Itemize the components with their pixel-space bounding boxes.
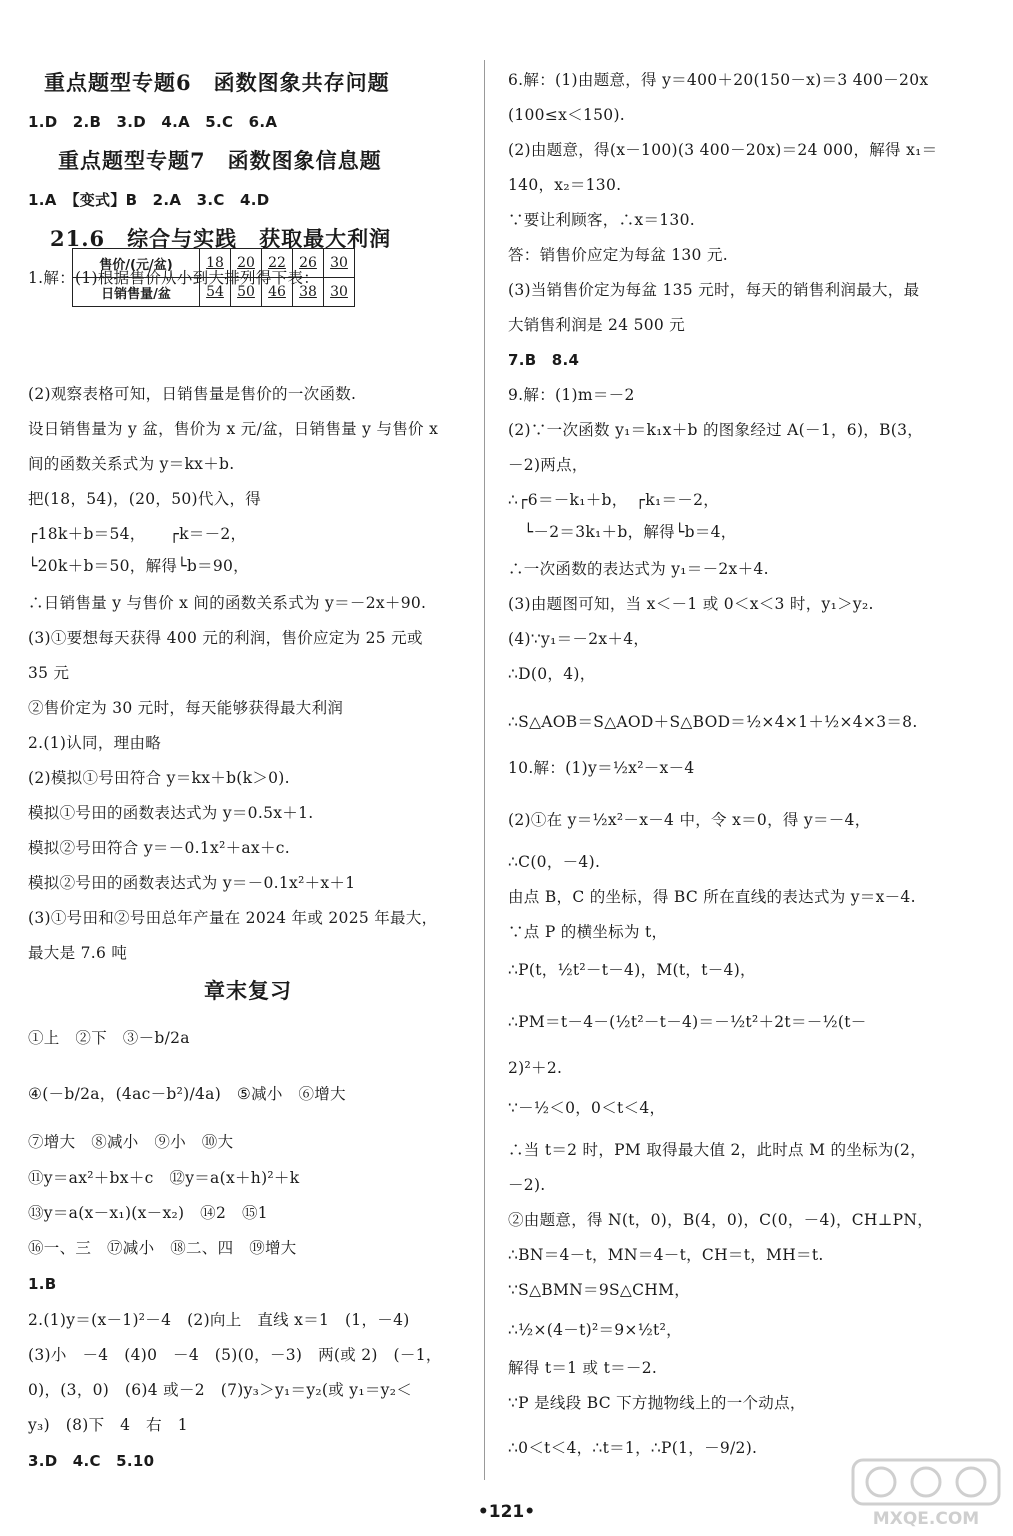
table-cell: 18: [200, 249, 231, 278]
text-line: ∴当 t＝2 时，PM 取得最大值 2，此时点 M 的坐标为(2，: [508, 1141, 926, 1159]
review-line: 3.D 4.C 5.10: [28, 1452, 155, 1470]
text-line: ∴C(0，－4).: [508, 853, 601, 871]
text-line: 由点 B，C 的坐标，得 BC 所在直线的表达式为 y＝x－4.: [508, 888, 916, 906]
text-line: 9.解：(1)m＝－2: [508, 386, 635, 404]
equation-system: └20k＋b＝50，解得└b＝90，: [28, 557, 249, 575]
text-line: 设日销售量为 y 盆，售价为 x 元/盆，日销售量 y 与售价 x: [28, 420, 439, 438]
price-sales-table: [72, 248, 355, 307]
text-line: 模拟①号田的函数表达式为 y＝0.5x＋1.: [28, 804, 314, 822]
text-line: (100≤x＜150).: [508, 106, 626, 124]
text-line: 模拟②号田符合 y＝－0.1x²＋ax＋c.: [28, 839, 290, 857]
text-line: ∵要让利顾客，∴x＝130.: [508, 211, 695, 229]
text-line: ∴D(0，4)，: [508, 665, 596, 683]
review-line: ⑪y＝ax²＋bx＋c ⑫y＝a(x＋h)²＋k: [28, 1169, 300, 1187]
text-line: 2.(1)认同，理由略: [28, 734, 162, 752]
text-line: (2)由题意，得(x－100)(3 400－20x)＝24 000，解得 x₁＝: [508, 141, 938, 159]
text-line: 把(18，54)，(20，50)代入，得: [28, 490, 262, 508]
text-line: ∵－½＜0，0＜t＜4，: [508, 1099, 666, 1117]
text-line: ∴日销售量 y 与售价 x 间的函数关系式为 y＝－2x＋90.: [28, 594, 427, 612]
table-cell: 46: [262, 278, 293, 307]
answers-topic-6: 1.D 2.B 3.D 4.A 5.C 6.A: [28, 113, 278, 131]
table-cell: 54: [200, 278, 231, 307]
text-line: 模拟②号田的函数表达式为 y＝－0.1x²＋x＋1: [28, 874, 356, 892]
text-line: (4)∵y₁＝－2x＋4，: [508, 630, 650, 648]
review-line: (3)小 －4 (4)0 －4 (5)(0，－3) 两(或 2) (－1，: [28, 1346, 442, 1364]
text-line: ∵S△BMN＝9S△CHM，: [508, 1281, 691, 1299]
table-cell: 38: [293, 278, 324, 307]
text-line: 140，x₂＝130.: [508, 176, 622, 194]
review-line: 0)，(3，0) (6)4 或－2 (7)y₃＞y₁＝y₂(或 y₁＝y₂＜: [28, 1381, 413, 1399]
table-row: [73, 249, 355, 278]
text-line: 解得 t＝1 或 t＝－2.: [508, 1359, 658, 1377]
table-cell: 30: [324, 278, 355, 307]
table-cell: 26: [293, 249, 324, 278]
text-line: ∵P 是线段 BC 下方抛物线上的一个动点，: [508, 1394, 806, 1412]
answers-topic-7: 1.A 【变式】B 2.A 3.C 4.D: [28, 191, 270, 209]
text-line: (2)观察表格可知，日销售量是售价的一次函数.: [28, 385, 357, 403]
heading-chapter-review: 章末复习: [204, 978, 292, 1003]
text-line: 答：销售价应定为每盆 130 元.: [508, 246, 728, 264]
review-line: 1.B: [28, 1275, 57, 1293]
text-line: ②售价定为 30 元时，每天能够获得最大利润: [28, 699, 344, 717]
heading-section-21-6: 21.6 综合与实践 获取最大利润: [50, 226, 392, 251]
text-line: 间的函数关系式为 y＝kx＋b.: [28, 455, 235, 473]
text-line: ∴0＜t＜4，∴t＝1，∴P(1，－9/2).: [508, 1439, 758, 1457]
review-line: ④(－b/2a，(4ac－b²)/4a) ⑤减小 ⑥增大: [28, 1085, 346, 1103]
text-line: (3)①号田和②号田总年产量在 2024 年或 2025 年最大，: [28, 909, 438, 927]
text-line: 最大是 7.6 吨: [28, 944, 128, 962]
text-line: 10.解：(1)y＝½x²－x－4: [508, 759, 695, 777]
text-line: ∵点 P 的横坐标为 t，: [508, 923, 668, 941]
text-line: ∴PM＝t－4－(½t²－t－4)＝－½t²＋2t＝－½(t－: [508, 1013, 867, 1031]
text-line: 6.解：(1)由题意，得 y＝400＋20(150－x)＝3 400－20x: [508, 71, 929, 89]
table-row: [73, 278, 355, 307]
text-line: －2).: [508, 1176, 546, 1194]
heading-topic-6: 重点题型专题6 函数图象共存问题: [44, 70, 390, 95]
text-line: 2)²＋2.: [508, 1059, 563, 1077]
table-cell: 30: [324, 249, 355, 278]
text-line: ∴S△AOB＝S△AOD＋S△BOD＝½×4×1＋½×4×3＝8.: [508, 713, 918, 731]
review-line: 2.(1)y＝(x－1)²－4 (2)向上 直线 x＝1 (1，－4): [28, 1311, 410, 1329]
text-line: (3)①要想每天获得 400 元的利润，售价应定为 25 元或: [28, 629, 423, 647]
equation-system: └－2＝3k₁＋b，解得└b＝4，: [508, 523, 737, 541]
table-cell: 22: [262, 249, 293, 278]
column-divider: [484, 60, 485, 1480]
table-cell: 20: [231, 249, 262, 278]
text-line: ∴一次函数的表达式为 y₁＝－2x＋4.: [508, 560, 769, 578]
review-line: ⑦增大 ⑧减小 ⑨小 ⑩大: [28, 1133, 234, 1151]
text-line: (2)模拟①号田符合 y＝kx＋b(k＞0).: [28, 769, 290, 787]
equation-system: ∴┌6＝－k₁＋b， ┌k₁＝－2，: [508, 491, 720, 509]
text-line: (3)当销售价定为每盆 135 元时，每天的销售利润最大，最: [508, 281, 920, 299]
watermark-text: MXQE.COM: [872, 1509, 980, 1528]
table-cell: 50: [231, 278, 262, 307]
answers-7-8: 7.B 8.4: [508, 351, 580, 369]
review-line: ①上 ②下 ③－b/2a: [28, 1029, 190, 1047]
text-line: 大销售利润是 24 500 元: [508, 316, 686, 334]
text-line: (2)①在 y＝½x²－x－4 中，令 x＝0，得 y＝－4，: [508, 811, 871, 829]
text-line: ∴P(t，½t²－t－4)，M(t，t－4)，: [508, 961, 756, 979]
table-row-label: 日销售量/盆: [73, 278, 200, 307]
text-line: ∴BN＝4－t，MN＝4－t，CH＝t，MH＝t.: [508, 1246, 824, 1264]
equation-system: ┌18k＋b＝54， ┌k＝－2，: [28, 525, 247, 543]
text-line: ②由题意，得 N(t，0)，B(4，0)，C(0，－4)，CH⊥PN，: [508, 1211, 934, 1229]
text-line: －2)两点，: [508, 456, 588, 474]
text-line: (3)由题图可知，当 x＜－1 或 0＜x＜3 时，y₁＞y₂.: [508, 595, 874, 613]
review-line: ⑯一、三 ⑰减小 ⑱二、四 ⑲增大: [28, 1239, 297, 1257]
page-number: •121•: [477, 1502, 536, 1522]
text-line: ∴½×(4－t)²＝9×½t²，: [508, 1321, 682, 1339]
review-line: y₃) (8)下 4 右 1: [28, 1416, 188, 1434]
q1-intro: 1.解：(1)根据售价从小到大排列得下表：: [28, 269, 320, 287]
table-row-label: 售价/(元/盆): [73, 249, 200, 278]
text-line: 35 元: [28, 664, 70, 682]
watermark-logo: [851, 1458, 1001, 1528]
heading-topic-7: 重点题型专题7 函数图象信息题: [58, 148, 382, 173]
review-line: ⑬y＝a(x－x₁)(x－x₂) ⑭2 ⑮1: [28, 1204, 268, 1222]
text-line: (2)∵一次函数 y₁＝k₁x＋b 的图象经过 A(－1，6)，B(3，: [508, 421, 924, 439]
